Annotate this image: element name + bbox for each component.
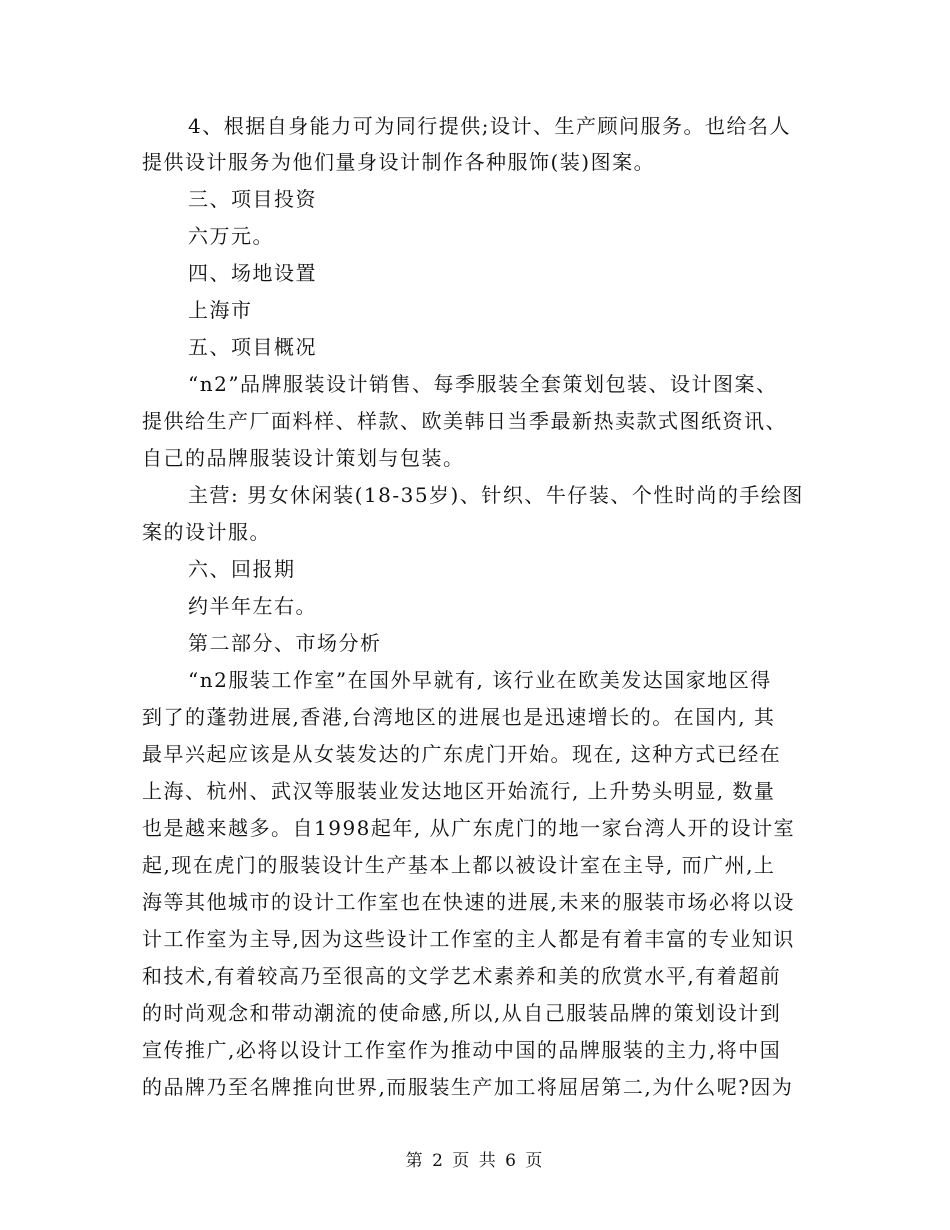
paragraph-line: 主营: 男女休闲装(18-35岁)、针织、牛仔装、个性时尚的手绘图	[188, 483, 804, 507]
section-heading: 六、回报期	[188, 557, 296, 581]
section-heading: 五、项目概况	[188, 335, 317, 359]
page-footer: 第 2 页 共 6 页	[405, 1151, 545, 1171]
paragraph-line: 的时尚观念和带动潮流的使命感,所以,从自己服装品牌的策划设计到	[142, 1001, 782, 1025]
paragraph-line: 提供给生产厂面料样、样款、欧美韩日当季最新热卖款式图纸资讯、	[142, 409, 787, 433]
paragraph-line: 上海、杭州、武汉等服装业发达地区开始流行, 上升势头明显, 数量	[142, 779, 776, 803]
paragraph-line: 到了的蓬勃进展,香港,台湾地区的进展也是迅速增长的。在国内, 其	[142, 705, 776, 729]
paragraph-line: 六万元。	[188, 224, 274, 248]
paragraph-line: 4、根据自身能力可为同行提供;设计、生产顾问服务。也给名人	[188, 114, 791, 138]
paragraph-line: 和技术,有着较高乃至很高的文学艺术素养和美的欣赏水平,有着超前	[142, 964, 782, 988]
paragraph-line: 的品牌乃至名牌推向世界,而服装生产加工将屈居第二,为什么呢?因为	[142, 1075, 794, 1099]
paragraph-line: 提供设计服务为他们量身设计制作各种服饰(装)图案。	[142, 150, 656, 174]
paragraph-line: 也是越来越多。自1998起年, 从广东虎门的地一家台湾人开的设计室	[142, 816, 796, 840]
paragraph-line: 约半年左右。	[188, 594, 317, 618]
paragraph-line: 最早兴起应该是从女装发达的广东虎门开始。现在, 这种方式已经在	[142, 742, 782, 766]
section-heading: 第二部分、市场分析	[188, 631, 382, 655]
paragraph-line: 案的设计服。	[142, 520, 271, 544]
paragraph-line: 计工作室为主导,因为这些设计工作室的主人都是有着丰富的专业知识	[142, 927, 795, 951]
paragraph-line: 海等其他城市的设计工作室也在快速的进展,未来的服装市场必将以设	[142, 890, 795, 914]
paragraph-line: 宣传推广,必将以设计工作室作为推动中国的品牌服装的主力,将中国	[142, 1038, 782, 1062]
section-heading: 四、场地设置	[188, 261, 317, 285]
paragraph-line: “n2服装工作室”在国外早就有, 该行业在欧美发达国家地区得	[188, 668, 772, 692]
section-heading: 三、项目投资	[188, 187, 317, 211]
paragraph-line: “n2”品牌服装设计销售、每季服装全套策划包装、设计图案、	[188, 372, 778, 396]
paragraph-line: 自己的品牌服装设计策划与包装。	[142, 446, 465, 470]
paragraph-line: 上海市	[188, 298, 253, 322]
paragraph-line: 起,现在虎门的服装设计生产基本上都以被设计室在主导, 而广州,上	[142, 853, 776, 877]
